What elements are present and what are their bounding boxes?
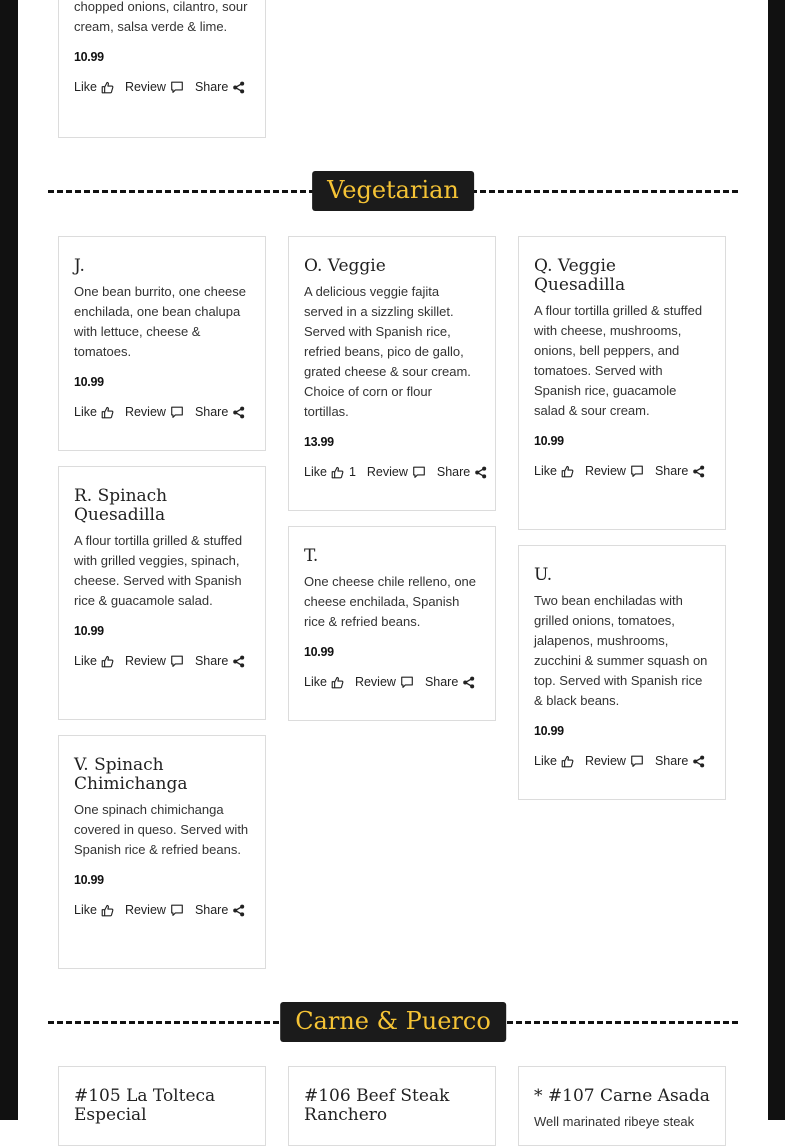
like-label: Like bbox=[304, 675, 327, 689]
item-title: O. Veggie bbox=[304, 256, 386, 276]
thumbs-up-icon bbox=[101, 81, 114, 94]
share-icon bbox=[474, 466, 487, 479]
item-title: #105 La Tolteca Especial bbox=[74, 1086, 216, 1125]
item-price: 10.99 bbox=[74, 624, 104, 638]
item-title: V. Spinach Chimichanga bbox=[74, 755, 188, 794]
item-actions bbox=[74, 651, 250, 671]
like-label: Like bbox=[74, 405, 97, 419]
like-button[interactable] bbox=[74, 80, 114, 94]
review-button[interactable] bbox=[125, 654, 184, 668]
share-button[interactable] bbox=[195, 405, 245, 419]
share-label: Share bbox=[654, 464, 689, 478]
menu-item-card bbox=[518, 545, 726, 800]
like-label: Like bbox=[74, 903, 97, 917]
thumbs-up-icon bbox=[101, 655, 114, 668]
thumbs-up-icon bbox=[331, 676, 344, 689]
like-button[interactable] bbox=[534, 464, 574, 478]
like-button[interactable] bbox=[304, 465, 356, 479]
section-title: Vegetarian bbox=[312, 171, 474, 211]
item-description: Two bean enchiladas with grilled onions, tomatoes, jalapenos, mushrooms, zucchini & summer squash on top. Served with Spanish rice & black beans. bbox=[534, 593, 708, 708]
share-button[interactable] bbox=[195, 903, 245, 917]
share-icon bbox=[692, 465, 705, 478]
thumbs-up-icon bbox=[561, 755, 574, 768]
review-label: Review bbox=[124, 80, 166, 94]
like-label: Like bbox=[534, 754, 557, 768]
left-border bbox=[0, 0, 18, 1120]
item-actions bbox=[534, 751, 710, 771]
item-description: chopped onions, cilantro, sour cream, salsa verde & lime. bbox=[74, 0, 248, 34]
thumbs-up-icon bbox=[101, 904, 114, 917]
like-label: Like bbox=[74, 654, 97, 668]
menu-item-card bbox=[58, 466, 266, 720]
thumbs-up-icon bbox=[101, 406, 114, 419]
thumbs-up-icon bbox=[331, 466, 344, 479]
review-button[interactable] bbox=[125, 80, 184, 94]
review-label: Review bbox=[354, 675, 396, 689]
menu-item-card bbox=[288, 236, 496, 511]
menu-item-card bbox=[58, 1066, 266, 1146]
comment-icon bbox=[170, 655, 184, 668]
item-description: A delicious veggie fajita served in a sizzling skillet. Served with Spanish rice, refried beans, pico de gallo, grated cheese & sour cream. Choice of corn or flour tortillas. bbox=[304, 284, 471, 419]
like-button[interactable] bbox=[534, 754, 574, 768]
thumbs-up-icon bbox=[561, 465, 574, 478]
review-label: Review bbox=[366, 465, 408, 479]
item-price: 10.99 bbox=[304, 645, 334, 659]
like-label: Like bbox=[74, 80, 97, 94]
share-button[interactable] bbox=[195, 80, 245, 94]
comment-icon bbox=[412, 466, 426, 479]
share-button[interactable] bbox=[437, 465, 487, 479]
share-icon bbox=[232, 904, 245, 917]
like-label: Like bbox=[534, 464, 557, 478]
menu-item-card bbox=[58, 236, 266, 451]
share-label: Share bbox=[436, 465, 471, 479]
comment-icon bbox=[170, 904, 184, 917]
review-button[interactable] bbox=[367, 465, 426, 479]
menu-item-card bbox=[288, 1066, 496, 1146]
item-price: 10.99 bbox=[74, 50, 104, 64]
like-label: Like bbox=[304, 465, 327, 479]
menu-item-card bbox=[518, 1066, 726, 1146]
item-price: 10.99 bbox=[74, 375, 104, 389]
item-actions bbox=[304, 672, 480, 692]
review-button[interactable] bbox=[355, 675, 414, 689]
share-button[interactable] bbox=[195, 654, 245, 668]
item-description: One spinach chimichanga covered in queso. Served with Spanish rice & refried beans. bbox=[74, 802, 249, 857]
menu-item-card bbox=[58, 735, 266, 969]
review-button[interactable] bbox=[125, 405, 184, 419]
item-title: J. bbox=[74, 256, 85, 276]
share-icon bbox=[232, 406, 245, 419]
share-label: Share bbox=[194, 80, 229, 94]
menu-item-card bbox=[518, 236, 726, 530]
item-actions bbox=[304, 462, 480, 482]
item-description: One bean burrito, one cheese enchilada, one bean chalupa with lettuce, cheese & tomatoes. bbox=[74, 284, 247, 359]
comment-icon bbox=[170, 81, 184, 94]
review-button[interactable] bbox=[125, 903, 184, 917]
share-icon bbox=[232, 81, 245, 94]
item-price: 13.99 bbox=[304, 435, 334, 449]
share-label: Share bbox=[194, 903, 229, 917]
comment-icon bbox=[400, 676, 414, 689]
item-price: 10.99 bbox=[534, 724, 564, 738]
share-label: Share bbox=[194, 405, 229, 419]
like-button[interactable] bbox=[74, 654, 114, 668]
right-border bbox=[768, 0, 785, 1120]
like-button[interactable] bbox=[74, 405, 114, 419]
share-icon bbox=[232, 655, 245, 668]
share-label: Share bbox=[194, 654, 229, 668]
review-label: Review bbox=[124, 654, 166, 668]
item-description: A flour tortilla grilled & stuffed with cheese, mushrooms, onions, bell peppers, and tomatoes. Served with Spanish rice, guacamole salad & sour cream. bbox=[534, 303, 703, 418]
item-description: Well marinated ribeye steak bbox=[534, 1114, 695, 1129]
item-description: One cheese chile relleno, one cheese enchilada, Spanish rice & refried beans. bbox=[304, 574, 477, 629]
like-button[interactable] bbox=[74, 903, 114, 917]
review-label: Review bbox=[584, 464, 626, 478]
section-divider-carne-puerco bbox=[48, 1002, 738, 1042]
section-divider-vegetarian bbox=[48, 171, 738, 211]
review-label: Review bbox=[584, 754, 626, 768]
section-title: Carne & Puerco bbox=[280, 1002, 506, 1042]
share-button[interactable] bbox=[655, 464, 705, 478]
item-price: 10.99 bbox=[74, 873, 104, 887]
like-button[interactable] bbox=[304, 675, 344, 689]
item-title: R. Spinach Quesadilla bbox=[74, 486, 168, 525]
comment-icon bbox=[170, 406, 184, 419]
item-title: U. bbox=[534, 565, 553, 585]
item-description: A flour tortilla grilled & stuffed with grilled veggies, spinach, cheese. Served with Spanish rice & guacamole salad. bbox=[74, 533, 243, 608]
review-button[interactable] bbox=[585, 464, 644, 478]
item-title: #106 Beef Steak Ranchero bbox=[304, 1086, 450, 1125]
review-label: Review bbox=[124, 903, 166, 917]
menu-item-card bbox=[288, 526, 496, 721]
share-icon bbox=[692, 755, 705, 768]
review-label: Review bbox=[124, 405, 166, 419]
like-count: 1 bbox=[348, 465, 356, 479]
item-title: Q. Veggie Quesadilla bbox=[534, 256, 626, 295]
share-label: Share bbox=[654, 754, 689, 768]
comment-icon bbox=[630, 755, 644, 768]
share-button[interactable] bbox=[655, 754, 705, 768]
item-actions bbox=[534, 461, 710, 481]
item-title: * #107 Carne Asada bbox=[534, 1086, 710, 1106]
item-price: 10.99 bbox=[534, 434, 564, 448]
share-label: Share bbox=[424, 675, 459, 689]
share-icon bbox=[462, 676, 475, 689]
share-button[interactable] bbox=[425, 675, 475, 689]
comment-icon bbox=[630, 465, 644, 478]
item-actions bbox=[74, 900, 250, 920]
item-title: T. bbox=[304, 546, 319, 566]
item-actions bbox=[74, 402, 250, 422]
review-button[interactable] bbox=[585, 754, 644, 768]
menu-item-card bbox=[58, 0, 266, 138]
item-actions bbox=[74, 77, 250, 97]
